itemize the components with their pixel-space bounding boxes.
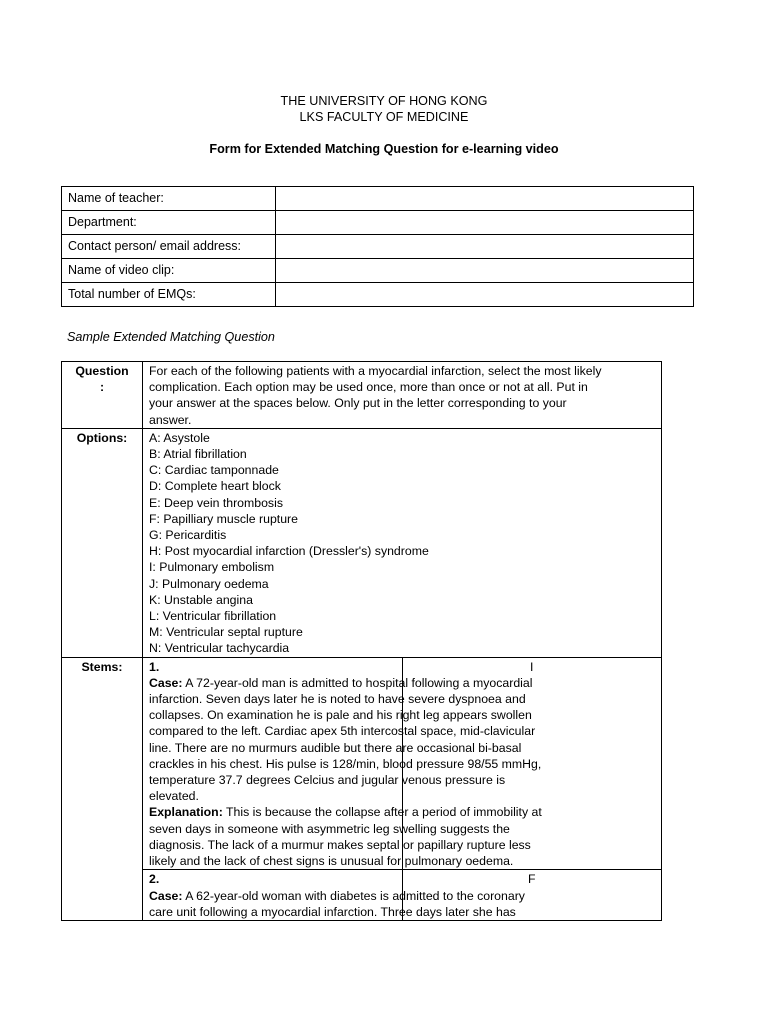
case-text: A 62-year-old woman with diabetes is admitted to the coronary [182,888,525,903]
form-title: Form for Extended Matching Question for e-learning video [209,142,559,156]
case-line: temperature 37.7 degrees Celcius and jugular venous pressure is [149,773,506,788]
case-line: care unit following a myocardial infarction. Three days later she has [149,904,516,919]
case-text: A 72-year-old man is admitted to hospital following a myocardial [182,675,533,690]
stem-text-2 [143,870,525,921]
explanation-label: Explanation: [149,805,223,820]
case-line: compared to the left. Cardiac apex 5th intercostal space, mid-clavicular [149,724,536,739]
explanation-line: diagnosis. The lack of a murmur makes septal or papillary rupture less [149,837,531,852]
stems-label: Stems: [62,657,143,920]
option-item: D: Complete heart block [149,479,281,494]
info-value [276,235,694,259]
info-value [276,283,694,307]
option-item: G: Pericarditis [149,528,227,543]
question-line: complication. Each option may be used once, more than once or not at all. Put in [149,380,588,395]
info-row [62,259,694,283]
case-line: line. There are no murmurs audible but there are occasional bi-basal [149,740,522,755]
info-label: Contact person/ email address: [62,235,276,259]
options-row [62,428,662,657]
option-item: M: Ventricular septal rupture [149,625,303,640]
case-line: collapses. On examination he is pale and his right leg appears swollen [149,708,532,723]
stem-row-2 [62,870,662,921]
explanation-line: likely and the lack of chest signs is unusual for pulmonary oedema. [149,854,514,869]
case-label: Case: [149,888,183,903]
option-item: H: Post myocardial infarction (Dressler's) syndrome [149,544,429,559]
question-label: Question [75,364,129,378]
options-label: Options: [62,428,143,657]
case-line: infarction. Seven days later he is noted to have severe dyspnoea and [149,692,526,707]
question-line: answer. [149,412,192,427]
question-label-colon: : [99,380,105,395]
option-item: A: Asystole [149,430,210,445]
stem-number: 1. [149,659,160,674]
info-value [276,187,694,211]
case-label: Case: [149,675,183,690]
info-value [276,211,694,235]
option-item: K: Unstable angina [149,592,253,607]
info-row [62,211,694,235]
case-line: elevated. [149,789,199,804]
option-item: B: Atrial fibrillation [149,447,247,462]
faculty-name: LKS FACULTY OF MEDICINE [299,110,469,124]
case-line [149,888,525,904]
info-label: Name of teacher: [62,187,276,211]
stem-answer-1: I [402,657,662,870]
option-item: L: Ventricular fibrillation [149,609,277,624]
sample-caption: Sample Extended Matching Question [67,330,275,344]
university-name: THE UNIVERSITY OF HONG KONG [280,94,488,108]
explanation-line [149,804,542,820]
info-row [62,187,694,211]
option-item: C: Cardiac tamponnade [149,463,279,478]
option-item: I: Pulmonary embolism [149,560,275,575]
info-label: Name of video clip: [62,259,276,283]
question-row [62,362,662,429]
options-list [143,428,662,657]
info-value [276,259,694,283]
option-item: N: Ventricular tachycardia [149,641,290,656]
case-line: crackles in his chest. His pulse is 128/min, blood pressure 98/55 mmHg, [149,756,542,771]
explanation-line: seven days in someone with asymmetric leg swelling suggests the [149,821,510,836]
explanation-text: This is because the collapse after a period of immobility at [222,805,542,820]
question-text-cell [143,362,662,429]
stem-row-1 [62,657,662,870]
info-row [62,283,694,307]
stem-text-1 [143,657,542,870]
question-label-cell [62,362,143,429]
emq-table [61,361,662,921]
info-label: Department: [62,211,276,235]
teacher-info-table [61,186,694,307]
info-row [62,235,694,259]
info-label: Total number of EMQs: [62,283,276,307]
stem-answer-2: F [402,870,662,921]
question-line: For each of the following patients with a myocardial infarction, select the most likely [149,364,602,378]
question-line: your answer at the spaces below. Only put in the letter corresponding to your [149,396,567,411]
stem-number: 2. [149,872,160,887]
option-item: E: Deep vein thrombosis [149,495,283,510]
option-item: J: Pulmonary oedema [149,576,269,591]
option-item: F: Papilliary muscle rupture [149,511,298,526]
case-line [149,675,533,691]
